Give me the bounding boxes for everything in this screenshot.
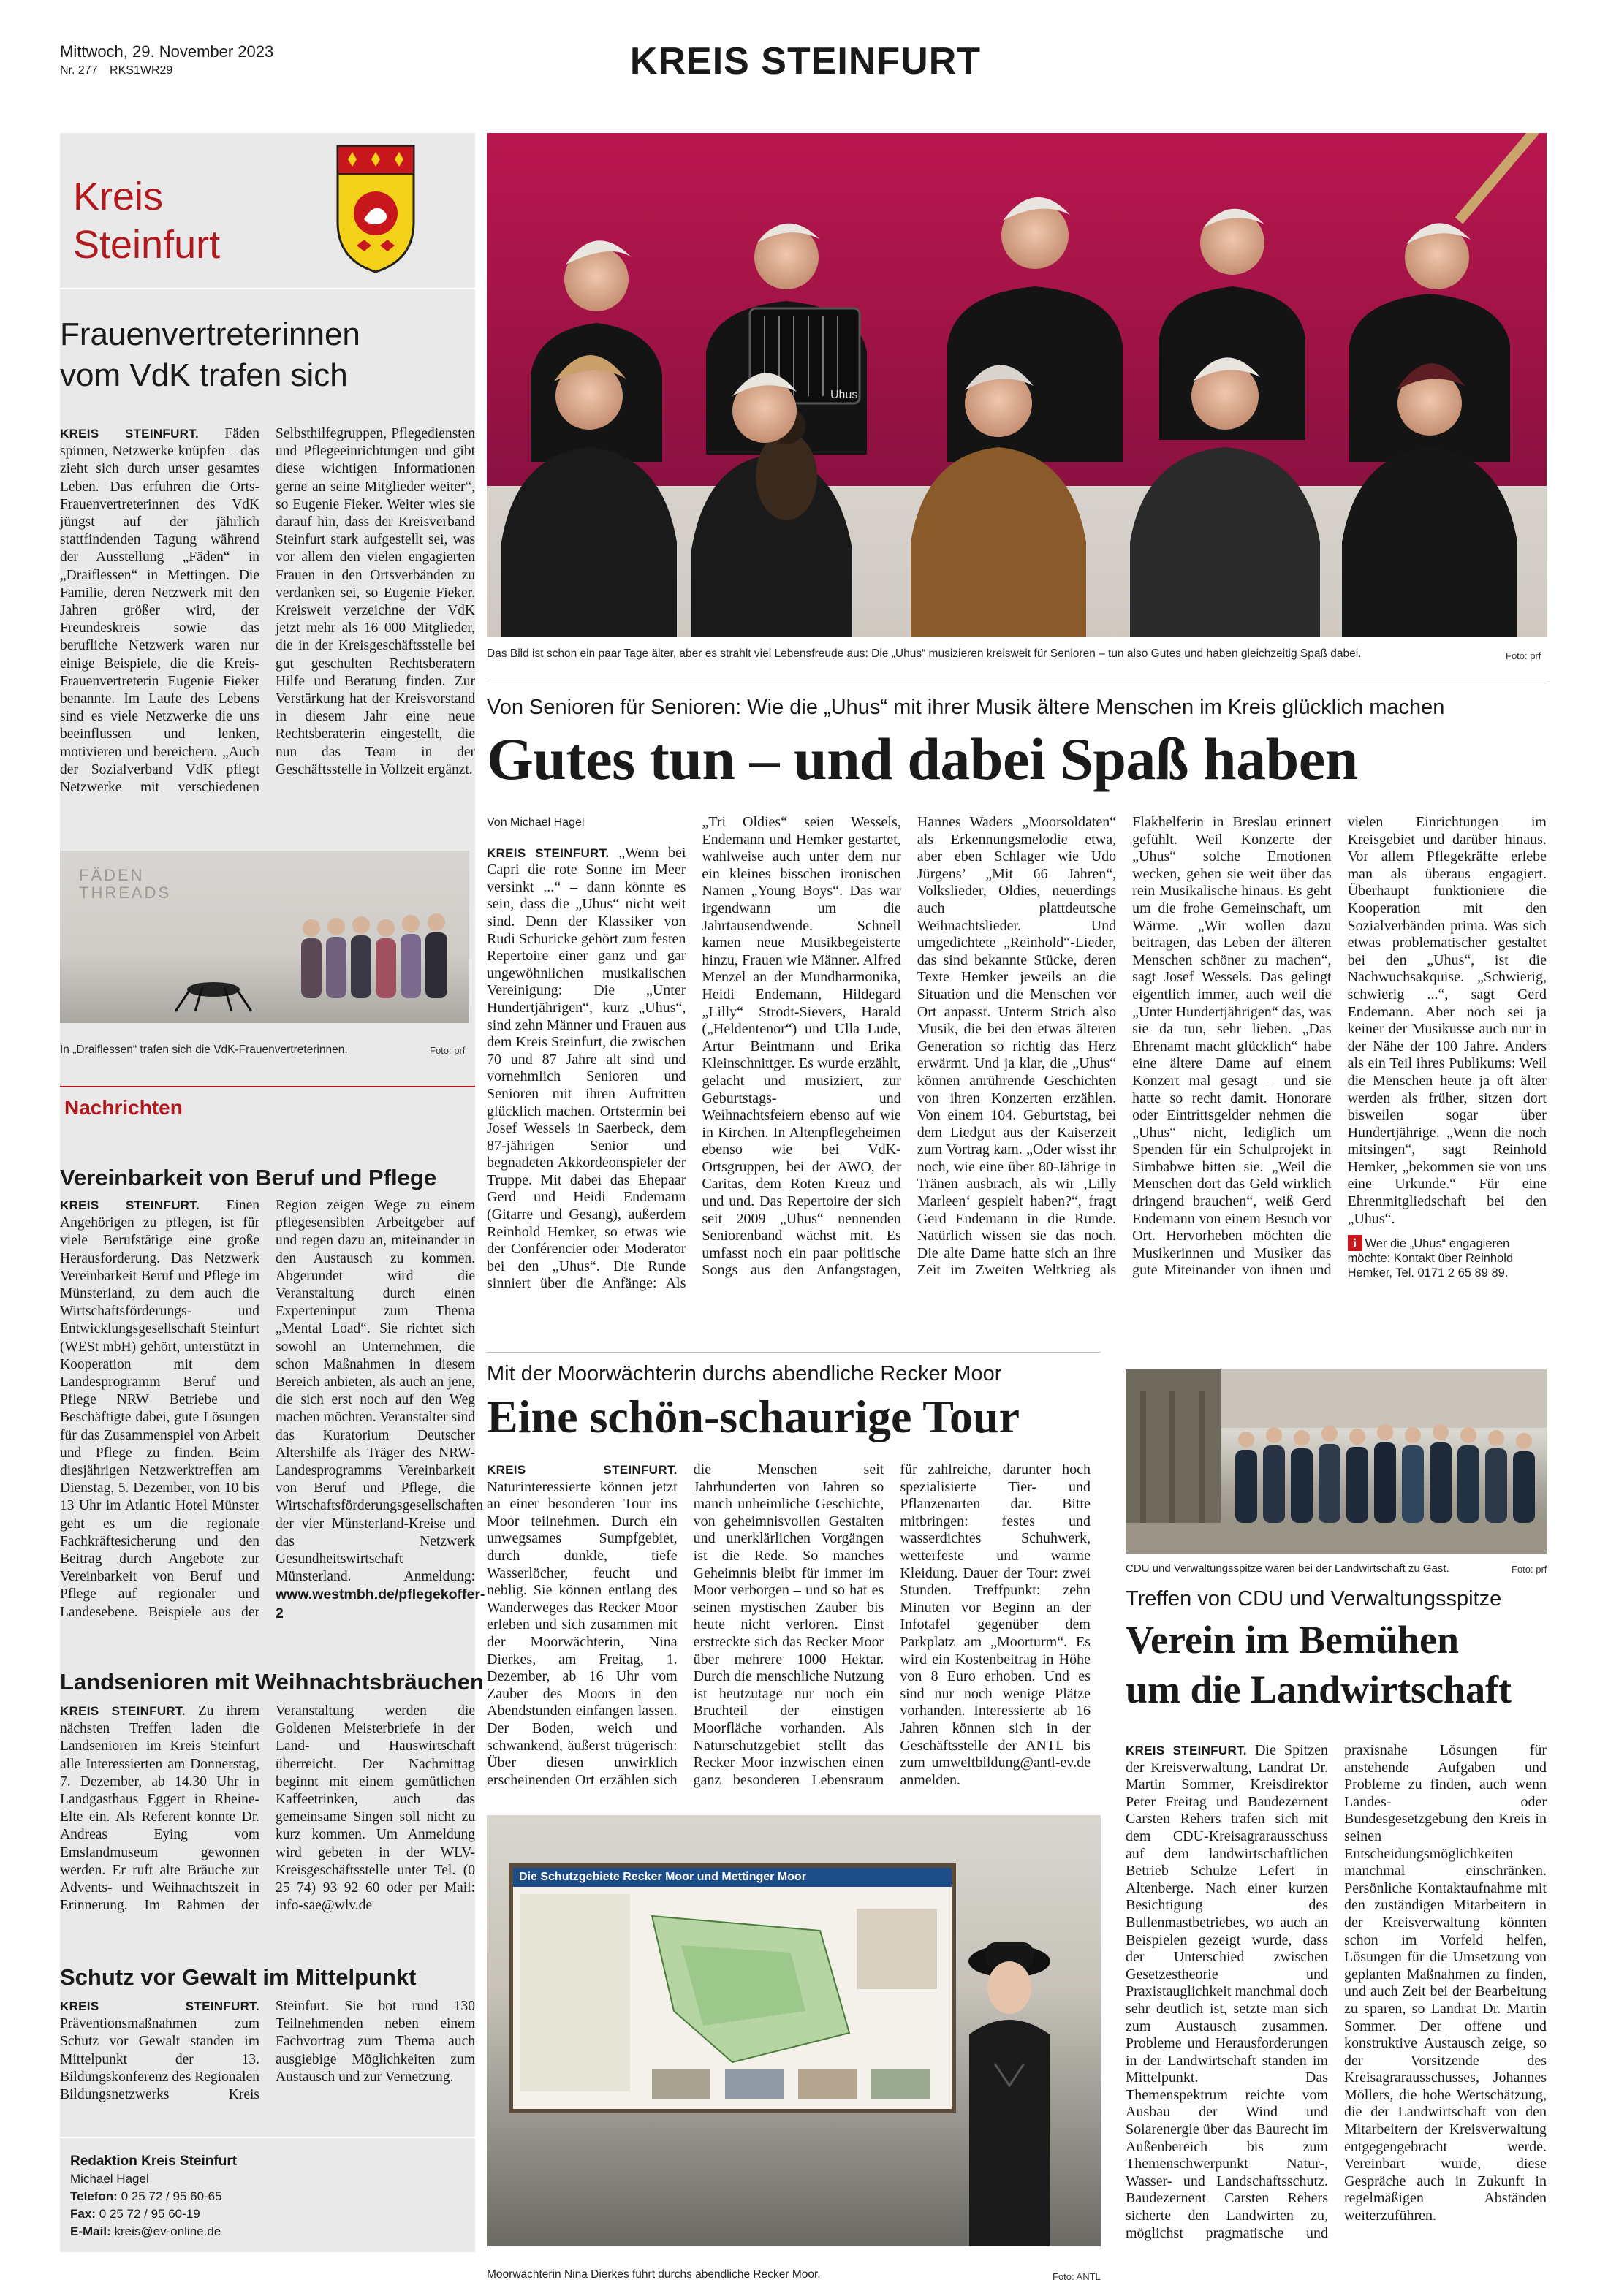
news-2-text: Zu ihrem nächsten Treffen laden die Landsenioren im Kreis Steinfurt alle Interessierten am Donnerstag, 7. Dezember, ab 14.30 Uhr in Landgasthaus Eggert in Rheine-Elte ein. Als Referent konnte Dr. Andreas Eying vom Emslandmuseum gewonnen werden. Er ruft alte Bräuche zur Advents- und Weihnachtszeit in Erinnerung. Im Rahmen der Veranstaltung werden die Goldenen Meisterbriefe in der Land- und Hauswirtschaft überreicht. Der Nachmittag beginnt mit einem gemütlichen Kaffeetrinken, auch das gemeinsame Singen soll nicht zu kurz kommen. Um Anmeldung wird gebeten in der WLV-Kreisgeschäftsstelle unter Tel. (0 25 74) 93 92 60 oder per Mail: info-sae@wlv.de <box>60 1703 475 1914</box>
contact-title: Redaktion Kreis Steinfurt <box>70 2154 238 2169</box>
lead-kicker: Von Senioren für Senioren: Wie die „Uhus“ mit ihrer Musik ältere Menschen im Kreis glücklich machen <box>487 696 1445 719</box>
section-title: KREIS STEINFURT <box>629 40 982 83</box>
region-label-line1: Kreis <box>73 175 164 218</box>
contact-phone-label: Telefon: <box>70 2189 118 2203</box>
cdu-photo-figures <box>1126 1369 1547 1554</box>
moor-board-title: Die Schutzgebiete Recker Moor und Mettinger Moor <box>513 1868 952 1887</box>
moor-photo <box>487 1815 1101 2246</box>
cdu-dateline: KREIS STEINFURT. <box>1126 1744 1247 1757</box>
vdk-photo-credit: Foto: prf <box>430 1045 466 1056</box>
vdk-photo-caption: In „Draiflessen“ trafen sich die VdK-Frauenvertreterinnen. <box>60 1044 348 1056</box>
vdk-headline <box>60 314 475 396</box>
uhus-photo-caption: Das Bild ist schon ein paar Tage älter, aber es strahlt viel Lebensfreude aus: Die „Uhus“ musizieren kreisweit für Senioren – tun also Gutes und haben gleichzeitig Spaß dabei. <box>487 647 1362 660</box>
news-3-headline: Schutz vor Gewalt im Mittelpunkt <box>60 1964 417 1990</box>
uhus-photo-credit: Foto: prf <box>1506 650 1541 661</box>
news-1-text: Einen Angehörigen zu pflegen, ist für viele Berufstätige eine große Herausforderung. Das Netzwerk Vereinbarkeit Beruf und Pflege im Münsterland, zu dem auch die Wirtschaftsförderungs- und Entwicklungsgesellschaft Steinfurt (WESt mbH) gehört, unterstützt in Kooperation mit dem Landesprogramm Beruf und Pflege NRW Betriebe und Beschäftigte dabei, gute Lösungen für das Zusammenspiel von Arbeit und Pflege zu finden. Beim diesjährigen Netzwerktreffen am Dienstag, 5. Dezember, von 10 bis 13 Uhr im Atlantic Hotel Münster geht es um die regionale Fachkräftesicherung und den Beitrag durch Angebote zur Vereinbarkeit von Beruf und Pflege auf regionaler und Landesebene. Beispiele aus der Region zeigen Wege zu einem pflegesensiblen Arbeitgeber auf und regen dazu an, miteinander in den Austausch zu kommen. Abgerundet wird die Veranstaltung durch einen Experteninput zum Thema „Mental Load“. Sie richtet sich sowohl an Unternehmen, die schon Maßnahmen in diesem Bereich anbieten, als auch an jene, die sich erst noch auf den Weg machen möchten. Veranstalter sind das Kuratorium Deutscher Altershilfe als Träger des NRW-Landesprogramms Vereinbarkeit von Beruf und Pflege, die Wirtschaftsförderungsgesellschaften der vier Münsterland-Kreise und das Netzwerk Gesundheitswirtschaft Münsterland. Anmeldung: <box>60 1198 484 1620</box>
vdk-text: Fäden spinnen, Netzwerke knüpfen – das zieht sich durch unser gesamtes Leben. Das erfuhren die Orts-Frauenvertreterinnen des VdK jüngst auf der jährlich stattfindenden Tagung während der Ausstellung „Fäden“ in „Draiflessen“ in Mettingen. Die Familie, deren Netzwerk mit den Jahren größer wird, der Freundeskreis sowie das berufliche Netzwerk waren nur einige Beispiele, die die Kreis-Frauenvertreterin Eugenie Fieker benannte. Im Laufe des Lebens sind es viele Netzwerke die uns beeinflussen und lenken, motivieren und bereichern. „Auch der Sozialverband VdK pflegt Netzwerke mit verschiedenen Selbsthilfegruppen, Pflegediensten und Pflegeeinrichtungen und gibt diese wichtigen Informationen gerne an seine Mitglieder weiter“, so Eugenie Fieker. Weiter wies sie darauf hin, dass der Kreisverband Steinfurt stark aufgestellt sei, was vor allem den vielen engagierten Frauen in den Ortsverbänden zu verdanken sei, so Eugenie Fieker. Kreisweit verzeichne der VdK jetzt mehr als 16 000 Mitglieder, die in der Kreisgeschäftsstelle bei gut geschulten Rechtsberatern Hilfe und Beratung finden. Zur Verstärkung hat der Kreisvorstand in diesem Jahr eine neue Rechtsberaterin eingestellt, die nun das Team in der Geschäftsstelle in Vollzeit ergänzt. <box>60 426 475 796</box>
uhus-photo <box>487 133 1547 637</box>
contact-email[interactable]: kreis@ev-online.de <box>114 2224 221 2238</box>
cdu-photo-credit: Foto: prf <box>1512 1564 1547 1575</box>
moor-body <box>487 1461 1091 1805</box>
info-icon: i <box>1348 1235 1362 1251</box>
info-text: Wer die „Uhus“ engagieren möchte: Kontakt über Reinhold Hemker, Tel. 0171 2 65 89 89. <box>1347 1237 1514 1280</box>
cdu-text: Die Spitzen der Kreisverwaltung, Landrat Dr. Martin Sommer, Kreisdirektor Peter Freitag und Baudezernent Carsten Rehers trafen sich mit dem CDU-Kreisagrarausschuss auf dem landwirtschaftlichen Betrieb Schulze Lefert in Altenberge. Nach einer kurzen Besichtigung des Bullenmastbetriebes, wo auch an Beispielen gezeigt wurde, dass der Unterschied zwischen Gesetzestheorie und Praxistauglichkeit manchmal doch sehr deutlich ist, setzte man sich zum Austausch zusammen. Probleme und Herausforderungen in der Landwirtschaft standen im Mittelpunkt. Das Themenspektrum reichte vom Ausbau der Wind und Solarenergie über das Baurecht im Außenbereich bis zum Themenschwerpunkt Natur-, Wasser- und Landschaftsschutz. Baudezernent Carsten Rehers sicherte den Landwirten zu, möglichst pragmatische und praxisnahe Lösungen für anstehende Aufgaben und Probleme zu finden, auch wenn Landes- oder Bundesgesetzgebung den Kreis in seinen Entscheidungsmöglichkeiten manchmal einschränken. Persönliche Kontaktaufnahme mit den zuständigen Mitarbeitern in der Kreisverwaltung könnten schon im Vorfeld helfen, Lösungen für die Umsetzung von geplanten Maßnahmen zu finden, und auch Zeit bei der Bearbeitung zu sparen, so Landrat Dr. Martin Sommer. Der offene und konstruktive Austausch zeige, so der Vorsitzende des Kreisagrarausschusses, Johannes Möllers, die hohe Wertschätzung, die der Landwirtschaft von den Mitarbeitern der Kreisverwaltung entgegengebracht werde. Vereinbart wurde, diese Gespräche auch in Zukunft in regelmäßigen Abständen weiterzuführen. <box>1126 1742 1547 2241</box>
news-2-headline: Landsenioren mit Weihnachtsbräuchen <box>60 1669 484 1695</box>
moor-person <box>955 1917 1064 2246</box>
issue-date: Mittwoch, 29. November 2023 <box>60 42 274 61</box>
contact-name: Michael Hagel <box>70 2172 149 2186</box>
region-label <box>73 172 220 269</box>
masthead <box>60 42 1551 94</box>
coat-of-arms-icon <box>335 143 417 275</box>
sidebar-divider <box>60 288 475 289</box>
contact-email-label: E-Mail: <box>70 2224 111 2238</box>
cdu-photo <box>1126 1369 1547 1554</box>
info-box <box>1348 1235 1547 1280</box>
cdu-kicker: Treffen von CDU und Verwaltungsspitze <box>1126 1587 1502 1611</box>
uhus-shirt-logo: Uhus <box>830 389 858 401</box>
news-label: Nachrichten <box>64 1096 183 1119</box>
moor-text: Naturinteressierte können jetzt an einer besonderen Tour ins Moor teilnehmen. Durch ein unwegsames Sumpfgebiet, durch dunkle, tiefe Wasserlöcher, feucht und neblig. Sie können entlang des Wanderweges das Recker Moor erleben und sich zusammen mit der Moorwächterin, Nina Dierkes, am Freitag, 1. Dezember, ab 16 Uhr vom Zauber des Moors in den Abendstunden einfangen lassen. Der Boden, weich und schwankend, äußerst trügerisch: Über diesen unwirklich erscheinenden Ort erzählen sich die Menschen seit Jahrhunderten von Jahren so manch unheimliche Geschichte, von geheimnisvollen Gestalten und unerklärlichen Vorgängen ist die Rede. So manches Geheimnis bleibt für immer im Moor verborgen – und so hat es seinen mystischen Zauber bis heute nicht verloren. Einst erstreckte sich das Recker Moor über mehrere 1000 Hektar. Durch die menschliche Nutzung ist heutzutage nur noch ein Bruchteil der einstigen Moorfläche vorhanden. Als Naturschutzgebiet stellt das Recker Moor inzwischen einen ganz besonderen Lebensraum für zahlreiche, darunter hoch spezialisierte Tier- und Pflanzenarten dar. Bitte mitbringen: festes und wasserdichtes Schuhwerk, wetterfeste und warme Kleidung. Dauer der Tour: zwei Stunden. Treffpunkt: zehn Minuten vor Beginn an der Infotafel gegenüber dem Parkplatz am „Moorturm“. Es wird ein Kostenbeitrag in Höhe von 8 Euro erhoben. Und es sind nur noch wenige Plätze vorhanden. Interessierte ab 16 Jahren können sich in der Geschäftsstelle der ANTL bis zum umweltbildung@antl-ev.de anmelden. <box>487 1461 1091 1788</box>
issue-number: Nr. 277 <box>60 64 98 77</box>
news-1-headline: Vereinbarkeit von Beruf und Pflege <box>60 1165 437 1190</box>
moor-photo-credit: Foto: ANTL <box>1053 2271 1101 2282</box>
moor-info-board <box>509 1863 956 2113</box>
moor-headline: Eine schön-schaurige Tour <box>487 1391 1020 1442</box>
contact-fax-label: Fax: <box>70 2207 96 2221</box>
lead-text: „Wenn bei Capri die rote Sonne im Meer versinkt ...“ – dann könnte es sein, dass die „Uhus“ nicht weit sind. Denn der Klassiker von Rudi Schuricke gehört zum festen Repertoire einer ganz und gar ungewöhnlichen musikalischen Vereinigung: Die „Unter Hundertjährigen“, kurz „Uhus“, sind zehn Männer und Frauen aus dem Kreis Steinfurt, die zwischen 70 und 87 Jahre alt sind und vornehmlich Senioren und Senioren mit ihren Auftritten glücklich machen. Ortstermin bei Josef Wessels in Saerbeck, dem 87-jährigen Senior und begnadeten Akkordeonspieler der Truppe. Mit dabei das Ehepaar Gerd und Heidi Endemann (Gitarre und Gesang), außerdem Reinhold Hemker, so etwas wie der Conférencier oder Moderator bei den „Uhus“. Die Runde sinniert über die Anfänge: Als „Tri Oldies“ seien Wessels, Endemann und Hemker gestartet, wahlweise auch unter dem nur ein kleines bisschen ironischen Namen „Young Boys“. Das war irgendwann um die Jahrtausendwende. Schnell kamen neue Musikbegeisterte hinzu, Frauen wie Männer. Alfred Menzel an der Mundharmonika, Heidi Endemann, Hildegard „Lilly“ Strodt-Sievers, Harald („Heldentenor“) und Ulla Lude, Artur Beintmann und Erika Kleinschnittger. Es wurde erzählt, gelacht und musiziert, zur Geburtstags- und Weihnachtsfeiern ebenso auf wie in Kirchen. In Altenpflegeheimen ebenso wie bei VdK-Ortsgruppen, bei der AWO, der Caritas, dem Roten Kreuz und und und. Das Repertoire der sich seit 2009 „Uhus“ nennenden Seniorenband wächst mit. Es umfasst noch ein paar politische Songs aus den Anfangstagen, Hannes Waders „Moorsoldaten“ als Erkennungsmelodie etwa, aber eben Schlager wie Udo Jürgens’ „Mit 66 Jahren“, Volkslieder, Oldies, neuerdings auch plattdeutsche Weihnachtslieder. Und umgedichtete „Reinhold“-Lieder, das sind bekannte Stücke, deren Texte Hemker jeweils an die Situation und die Menschen vor Ort anpasst. Unterm Strich also Musik, die bei den etwas älteren Generation so richtig das Herz erwärmt. Und ja klar, die „Uhus“ können anrührende Geschichten von ihren Konzerten erzählen. Von einem 104. Geburtstag, bei dem Liedgut aus der Kaiserzeit zum Vortrag kam. „Oder wisst ihr noch, wie eine über 80-Jährige in Tränen ausbrach, als wir ‚Lilly Marleen‘ gespielt haben?“, fragt Gerd Endemann in die Runde. Natürlich wissen sie das noch. Die alte Dame hatte sich an ihre Zeit im Zweiten Weltkrieg als Flakhelferin in Breslau erinnert gefühlt. Weil Konzerte der „Uhus“ solche Emotionen wecken, gehen sie weit über das rein Musikalische hinaus. Es geht um die frohe Gemeinschaft, um Wärme. „Wir wollen dazu beitragen, das Leben der älteren Menschen schöner zu machen“, sagt Josef Wessels. Das gelingt eigentlich immer, auch weil die „Unter Hundertjährigen“ das, was sie da tun, sehr lieben. „Das Ehrenamt macht glücklich“ habe eine ältere Dame auf einem Konzert mal gesagt – und sie hatte so recht damit. Honorare oder Eintrittsgelder nehmen die „Uhus“ nicht, lediglich um Spenden für ein Schulprojekt in Simbabwe bitten sie. „Weil die Menschen dort das Geld wirklich dringend brauchen“, weiß Gerd Endemann von einem Besuch vor Ort. Hervorheben möchten die Musikerinnen und Musiker das gute Miteinander von ihnen und vielen Einrichtungen im Kreisgebiet und darüber hinaus. Vor allem Pflegekräfte erlebe man als überaus engagiert. Überhaupt funktioniere die Kooperation mit den Sozialverbänden prima. Was sich etwas problematischer gestaltet bei den „Uhus“, ist die Nachwuchsakquise. „Schwierig, schwierig ...“, sagt Gerd Endemann. Aber noch sei ja keiner der Musikusse auch nur in der Nähe der 100 Jahre. Anders als ein Teil ihres Publikums: Weil die Menschen heute ja oft älter werden als früher, sitzen dort bisweilen sogar über Hundertjährige. „Wenn die noch mitsingen“, sagt Reinhold Hemker, „bekommen sie von uns eine Urkunde.“ Für eine Ehrenmitgliedschaft bei den „Uhus“. <box>487 814 1547 1292</box>
news-2-dateline: KREIS STEINFURT. <box>60 1704 186 1718</box>
lead-headline: Gutes tun – und dabei Spaß haben <box>487 726 1358 792</box>
contact-fax-row <box>70 2205 237 2223</box>
edition-code: RKS1WR29 <box>110 64 173 77</box>
moor-kicker: Mit der Moorwächterin durchs abendliche Recker Moor <box>487 1362 1002 1385</box>
contact-fax: 0 25 72 / 95 60-19 <box>99 2207 200 2221</box>
vdk-photo-figures <box>60 851 469 1023</box>
news-1-dateline: KREIS STEINFURT. <box>60 1198 200 1212</box>
vdk-wall-line1: FÄDEN <box>79 866 145 884</box>
moor-photo-caption: Moorwächterin Nina Dierkes führt durchs abendliche Recker Moor. <box>487 2268 821 2281</box>
contact-phone: 0 25 72 / 95 60-65 <box>121 2189 222 2203</box>
cdu-headline-line2: um die Landwirtschaft <box>1126 1668 1512 1711</box>
vdk-headline-line1: Frauenvertreterinnen <box>60 316 360 352</box>
vdk-wall-line2: THREADS <box>79 883 172 902</box>
vdk-body <box>60 425 475 842</box>
contact-divider <box>60 2137 475 2138</box>
contact-phone-row <box>70 2188 237 2205</box>
cdu-body <box>1126 1742 1547 2265</box>
vdk-headline-line2: vom VdK trafen sich <box>60 357 348 393</box>
lead-byline: Von Michael Hagel <box>487 816 585 829</box>
uhus-photo-figures <box>487 133 1547 637</box>
news-3-text: Präventionsmaßnahmen zum Schutz vor Gewalt standen im Mittelpunkt der 13. Bildungskonferenz des Regionalen Bildungsnetzwerks Kreis Steinfurt. Sie bot rund 130 Teilnehmenden neben einem Fachvortrag zum Thema auch ausgiebige Möglichkeiten zum Austausch und zur Vernetzung. <box>60 1999 475 2103</box>
contact-box <box>70 2153 237 2240</box>
news-1-link[interactable]: www.westmbh.de/pflegekoffer-2 <box>276 1586 485 1622</box>
vdk-photo <box>60 851 469 1023</box>
news-divider <box>60 1086 475 1087</box>
cdu-headline-line1: Verein im Bemühen <box>1126 1618 1460 1662</box>
lead-body <box>487 814 1547 1333</box>
cdu-headline <box>1126 1615 1512 1714</box>
news-3-dateline: KREIS STEINFURT. <box>60 1999 259 2013</box>
vdk-dateline: KREIS STEINFURT. <box>60 427 200 441</box>
contact-email-row <box>70 2223 237 2240</box>
moor-board-map <box>513 1887 952 2106</box>
news-1-body <box>60 1197 485 1637</box>
region-label-line2: Steinfurt <box>73 223 221 267</box>
moor-divider <box>487 1352 1101 1353</box>
news-2-body <box>60 1703 475 1951</box>
cdu-photo-caption: CDU und Verwaltungsspitze waren bei der Landwirtschaft zu Gast. <box>1126 1562 1449 1575</box>
news-3-body <box>60 1998 475 2129</box>
lead-dateline: KREIS STEINFURT. <box>487 845 610 860</box>
moor-dateline: KREIS STEINFURT. <box>487 1463 678 1477</box>
